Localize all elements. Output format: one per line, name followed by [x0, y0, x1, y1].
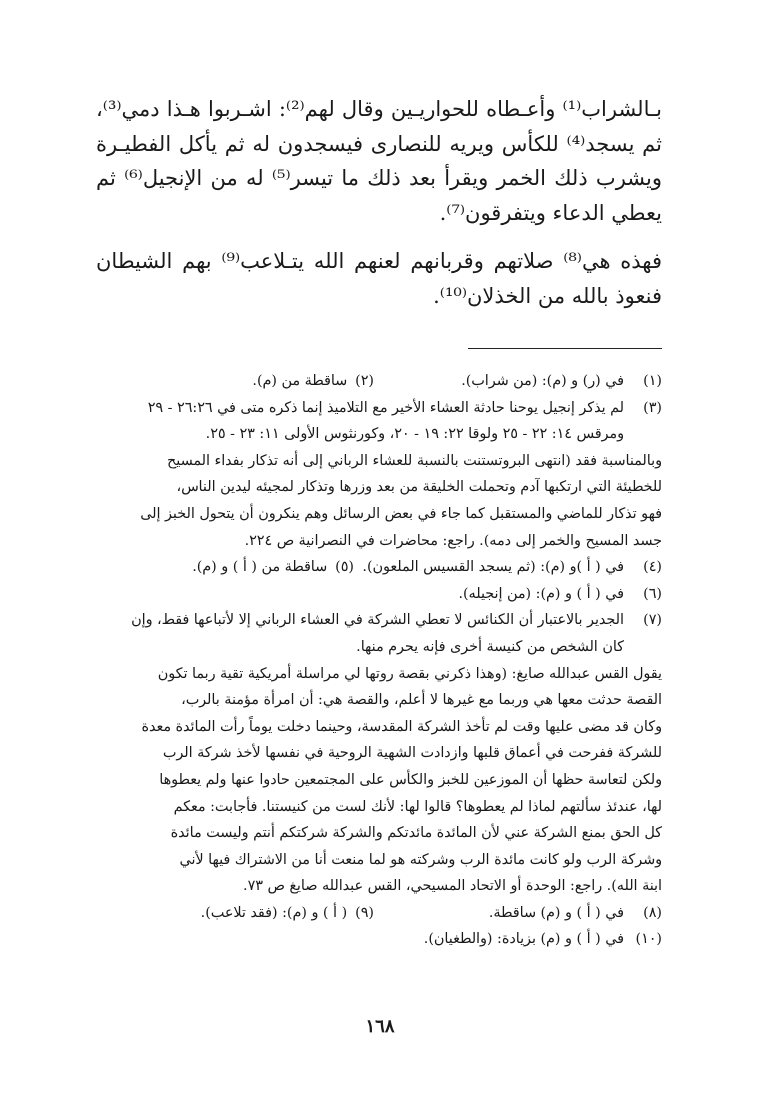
footnote-number: (٤): [643, 559, 662, 576]
quote-line: للشركة ففرحت في أعماق قلبها وازدادت الشهية الروحية في نفسها لأخذ شركة الرب: [162, 745, 662, 762]
footnote-number: (١٠): [635, 931, 662, 948]
footnote-text: في ( أ )و (م): (ثم يسجد القسيس الملعون).: [362, 559, 624, 576]
footnote-6: [96, 581, 662, 608]
footnote-text: في ( أ ) و (م) بزيادة: (والطغيان).: [423, 931, 624, 948]
quote-line: لها، عندئذ سألتهم لماذا لم يعطوها؟ قالوا لها: لأنك لست من كنيستنا. فأجابت: معكم: [173, 798, 662, 815]
footnote-text: في (ر) و (م): (من شراب).: [461, 373, 624, 389]
footnote-text: في ( أ ) و (م): (من إنجيله).: [458, 585, 624, 602]
footnote-line: للخطيئة التي ارتكبها آدم وتحملت الخليقة من بعد وزرها وتذكار لمجيئه ليدين الناس،: [176, 479, 662, 496]
footnote-line: لم يذكر إنجيل يوحنا حادثة العشاء الأخير مع التلاميذ إنما ذكره متى في ٢٦:٢٦ - ٢٩: [147, 399, 624, 416]
footnote-8-9: [96, 900, 662, 927]
footnote-line: كان الشخص من كنيسة أخرى فإنه يحرم منها.: [356, 638, 624, 655]
footnote-10: [96, 926, 662, 953]
footnote-7: [96, 607, 662, 660]
footnote-line: ومرقس ١٤: ٢٢ - ٢٥ ولوقا ٢٢: ١٩ - ٢٠، وكورنثوس الأولى ١١: ٢٣ - ٢٥.: [205, 426, 624, 443]
footnote-1-2: [96, 368, 662, 395]
footnote-text: ساقطة من (م).: [252, 373, 348, 389]
quote-line: كل الحق بمنع الشركة عني لأن المائدة مائدتكم والشركة شركتكم أنتم وليست مائدة: [170, 825, 662, 842]
quote-line: القصة حدثت معها هي وربما مع غيرها لا أعلم، والقصة هي: أن امرأة مؤمنة بالرب،: [181, 692, 662, 709]
footnote-text: ( أ ) و (م): (فقد تلاعب).: [200, 904, 348, 921]
footnote-line: وبالمناسبة فقد (انتهى البروتستنت بالنسبة للعشاء الرباني إلى أنه تذكار بفداء المسيح: [167, 452, 662, 469]
footnote-number: (٦): [643, 585, 662, 602]
footnote-3-continued: [96, 448, 662, 554]
quote-line: يقول القس عبدالله صايغ: (وهذا ذكرني بقصة روتها لي مراسلة أمريكية تقية ربما تكون: [157, 665, 662, 682]
footnote-number: (١): [643, 373, 662, 389]
quote-line: وشركة الرب ولو كانت مائدة الرب وشركته هو لما منعت أنا من الاشتراك فيها لأني: [179, 851, 662, 868]
footnote-7-quote: [96, 661, 662, 900]
footnote-text: ساقطة من ( أ ) و (م).: [192, 559, 328, 576]
footnote-number: (٨): [643, 904, 662, 921]
footnote-3: [96, 395, 662, 448]
footnotes: [96, 368, 662, 953]
quote-line: ولكن لتعاسة حظها أن الموزعين للخبز والكأس على المجتمعين حادوا عنها ولم يعطوها: [159, 771, 662, 788]
footnote-text: في ( أ ) و (م) ساقطة.: [488, 904, 624, 921]
main-paragraph: فهذه هي⁽⁸⁾ صلاتهم وقربانهم لعنهم الله يتـلاعب⁽⁹⁾ بهم الشيطان فنعوذ بالله من الخذلان⁽¹⁰⁾.: [96, 249, 663, 308]
footnote-line: الجدير بالاعتبار أن الكنائس لا تعطي الشركة في العشاء الرباني إلا لأتباعها فقط، وإن: [131, 612, 624, 629]
footnote-number: (٩): [355, 904, 374, 921]
footnote-4-5: [96, 554, 662, 581]
quote-line: وكان قد مضى عليها وقت لم تأخذ الشركة المقدسة، وحينما دخلت يوماً رأت المائدة معدة: [141, 718, 662, 735]
main-text: [96, 92, 662, 313]
footnote-separator: [468, 348, 662, 349]
footnote-number: (٣): [643, 399, 662, 416]
page-number: ١٦٨: [365, 1016, 395, 1037]
footnote-number: (٥): [335, 559, 354, 576]
footnote-line: جسد المسيح والخمر إلى دمه). راجع: محاضرات في النصرانية ص ٢٢٤.: [244, 532, 662, 549]
main-paragraph: بـالشراب⁽¹⁾ وأعـطاه للحواريـين وقال لهم⁽²⁾: اشـربوا هـذا دمي⁽³⁾، ثم يسجد⁽⁴⁾ للكأس ويريه للنصارى فيسجدون له ثم يأكل الفطيـرة ويشرب ذلك الخمر ويقرأ بعد ذلك ما تيسر⁽⁵⁾ له من الإنجيل⁽⁶⁾ ثم يعطي الدعاء ويتفرقون⁽⁷⁾.: [96, 97, 662, 225]
footnote-number: (٧): [643, 612, 662, 629]
quote-line: ابنة الله). راجع: الوحدة أو الاتحاد المسيحي، القس عبدالله صايغ ص ٧٣.: [243, 878, 662, 895]
footnote-number: (٢): [355, 373, 374, 389]
footnote-line: فهو تذكار للماضي والمستقبل كما جاء في بعض الرسائل وهم ينكرون أن يتحول الخبز إلى: [140, 505, 662, 522]
